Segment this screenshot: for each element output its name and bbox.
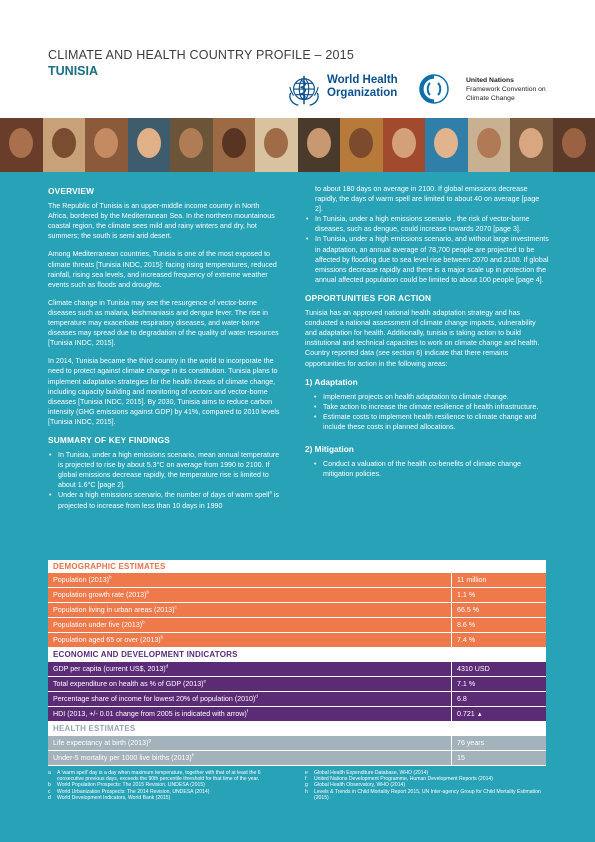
overview-paragraph: Among Mediterranean countries, Tunisia is one of the most exposed to climate threats [Tunisia INDC, 2015]: facing rising temperatures, reduced rainfall, rising sea levels, and increased frequency of extreme weather events such as floods and droughts.	[48, 250, 277, 289]
indicator-label: Population growth rate $(2013)^b$	[48, 588, 452, 602]
overview-paragraph: In 2014, Tunisia became the third country in the world to incorporate the need to protect against climate change in its constitution. Tunisia plans to implement adaptation strategies for the health threats of climate change, including capacity building and monitoring of vectors and vector-borne diseases [Tunisia INDC, 2015]. By 2030, Tunisia aims to reduce carbon intensity (GHG emissions against GDP) by 41%, compared to 2010 levels [Tunisia INDC, 2015].	[48, 357, 280, 426]
table-row	[48, 618, 546, 633]
indicator-label: Total expenditure on health as % of GDP $(2013)^e$	[48, 677, 452, 691]
adaptation-list	[305, 392, 549, 432]
indicator-label: Percentage share of income for lowest 20% of population $(2010)^d$	[48, 692, 452, 706]
list-item: • In Tunisia, under a high emissions scenario, mean annual temperature is projected to rise by about 5.3°C on average from 1990 to 2100. If global emissions decrease rapidly, the temperature rise is limited to about 1.6°C [page 2].	[48, 450, 280, 490]
demographic-estimates-heading: DEMOGRAPHIC ESTIMATES	[48, 560, 546, 573]
key-findings-continued: to about 180 days on average in 2100. If global emissions decrease rapidly, the days of warm spell are limited to about 40 on average [page 2].	[315, 185, 540, 214]
table-row	[48, 588, 546, 603]
portrait-photo	[213, 118, 256, 172]
page-header	[0, 0, 595, 118]
indicator-value: 7.4 %	[457, 636, 476, 644]
footnote: g Global Health Observatory, WHO (2014)	[305, 782, 406, 789]
list-item: • In Tunisia, under a high emissions scenario, and without large investments in adaptation, an annual average of 78,700 people are projected to be affected by flooding due to sea level rise between 2070 and 2100. If global emissions decrease rapidly and there is a major scale up in protection the annual affected population could be limited to about 100 people [page 4].	[305, 234, 549, 284]
portrait-photo	[468, 118, 511, 172]
overview-paragraph: Climate change in Tunisia may see the resurgence of vector-borne diseases such as malaria, leishmaniasis and dengue fever. The rise in temperature may exacerbate respiratory diseases, and water-borne diseases may spread due to degradation of the quality of water resources [Tunisia INDC, 2015].	[48, 298, 279, 348]
indicators-table	[48, 560, 546, 766]
portrait-photo-strip	[0, 118, 595, 172]
portrait-photo	[425, 118, 468, 172]
indicator-value: 4310 USD	[457, 665, 490, 673]
footnote: d World Development Indicators, World Bank (2015)	[48, 794, 171, 801]
portrait-photo	[170, 118, 213, 172]
right-column	[305, 184, 549, 479]
health-estimates-heading: HEALTH ESTIMATES	[48, 722, 546, 736]
indicator-value: 76 years	[457, 739, 485, 747]
indicator-value: 6.8	[457, 695, 467, 703]
table-row	[48, 603, 546, 618]
unfccc-wordmark: United Nations Framework Convention on Climate Change	[466, 77, 546, 102]
indicator-value: 7.1 %	[457, 680, 476, 688]
economic-indicators-heading: ECONOMIC AND DEVELOPMENT INDICATORS	[48, 648, 546, 662]
footnotes-right	[305, 770, 555, 801]
indicator-label: Life expectancy at birth $(2013)^g$	[48, 736, 452, 750]
indicator-label: Population $(2013)^b$	[48, 573, 452, 587]
who-emblem-icon	[285, 72, 323, 108]
table-row	[48, 573, 546, 588]
portrait-photo	[510, 118, 553, 172]
key-findings-list	[48, 450, 280, 511]
key-findings-list	[305, 214, 549, 285]
overview-paragraph: The Republic of Tunisia is an upper-middle income country in North Africa, bordered by the Mediterranean Sea. In the northern mountainous coastal region, the climate sees mild and rainy winters and dry, hot summers; the south is semi arid desert.	[48, 202, 275, 241]
adaptation-heading: 1) Adaptation	[305, 376, 358, 387]
portrait-photo	[255, 118, 298, 172]
list-item: • Implement projects on health adaptation to climate change.	[313, 392, 549, 402]
up-arrow-icon: ▲	[476, 712, 483, 718]
table-row	[48, 751, 546, 766]
key-findings-heading: SUMMARY OF KEY FINDINGS	[48, 434, 170, 445]
indicator-label: GDP per capita (current US$, 2013)$^d$	[48, 662, 452, 676]
opportunities-paragraph: Tunisia has an approved national health adaptation strategy and has conducted a national assessment of climate change impacts, vulnerability and adaptation for health. Additionally, tunisia is taking action to build institutional and technical capacities to work on climate change and health. Country reported data (see section 6) indicate that there remains opportunities for action in the following areas:	[305, 309, 540, 368]
indicator-value: 15	[457, 754, 465, 762]
indicator-label: Under-5 mortality per 1000 live births $(2013)^h$	[48, 751, 452, 765]
portrait-photo	[340, 118, 383, 172]
footnote: a A 'warm spell' day is a day when maximum temperature, together with that of at least the 6 consecutive previous days, exceeds the 90th percentile threshold for that time of the year.	[48, 770, 261, 783]
opportunities-heading: OPPORTUNITIES FOR ACTION	[305, 292, 432, 303]
indicator-label: Population living in urban areas $(2013)^c$	[48, 603, 452, 617]
footnote: h Levels & Trends in Child Mortality Report 2015, UN Inter-agency Group for Child Mortality Estimation (2015)	[305, 788, 541, 801]
footnote: e Global Health Expenditure Database, WHO (2014)	[305, 770, 429, 776]
mitigation-list	[305, 459, 549, 479]
footnotes-left	[48, 770, 288, 801]
mitigation-heading: 2) Mitigation	[305, 444, 354, 455]
portrait-photo	[85, 118, 128, 172]
overview-heading: OVERVIEW	[48, 186, 95, 196]
indicator-label: Population aged 65 or over $(2013)^b$	[48, 633, 452, 647]
list-item: • Conduct a valuation of the health co-benefits of climate change mitigation policies.	[313, 459, 549, 479]
table-row	[48, 736, 546, 751]
table-row	[48, 662, 546, 677]
footnote: b World Population Prospects: The 2015 Revision, UNDESA (2015)	[48, 782, 205, 789]
indicator-value: 1.1 %	[457, 591, 476, 599]
who-wordmark: World Health Organization	[327, 74, 398, 99]
list-item: • Estimate costs to implement health resilience to climate change and include these costs in planned allocations.	[313, 412, 549, 432]
portrait-photo	[0, 118, 43, 172]
indicator-label: Population under five $(2013)^b$	[48, 618, 452, 632]
table-row	[48, 677, 546, 692]
country-name: TUNISIA	[48, 64, 98, 78]
indicator-value: 0.721 ▲	[457, 710, 483, 718]
portrait-photo	[128, 118, 171, 172]
portrait-photo	[383, 118, 426, 172]
portrait-photo	[43, 118, 86, 172]
list-item: • In Tunisia, under a high emissions scenario , the risk of vector-borne diseases, such as dengue, could increase towards 2070 [page 3].	[305, 214, 549, 234]
table-row	[48, 633, 546, 648]
table-row	[48, 707, 546, 722]
portrait-photo	[298, 118, 341, 172]
indicator-label: HDI (2013, +/- 0.01 change from 2005 is indicated with arrow)$^f$	[48, 707, 452, 721]
indicator-value: 8.6 %	[457, 621, 476, 629]
list-item: • Take action to increase the climate resilience of health infrastructure.	[313, 402, 549, 412]
footnote: f United Nations Development Programme, Human Development Reports (2014)	[305, 776, 493, 783]
list-item: • Under a high emissions scenario, the number of days of warm spell$^a$ is projected to increase from less than 10 days in 1990	[48, 490, 280, 510]
left-column	[48, 186, 280, 511]
portrait-photo	[553, 118, 595, 172]
indicator-value: 66.5 %	[457, 606, 480, 614]
table-row	[48, 692, 546, 707]
indicator-value: 11 million	[457, 576, 487, 584]
unfccc-emblem-icon	[418, 73, 450, 105]
footnote: c World Urbanization Prospects: The 2014 Revision, UNDESA (2014)	[48, 788, 210, 795]
profile-title: CLIMATE AND HEALTH COUNTRY PROFILE – 2015	[48, 48, 354, 62]
